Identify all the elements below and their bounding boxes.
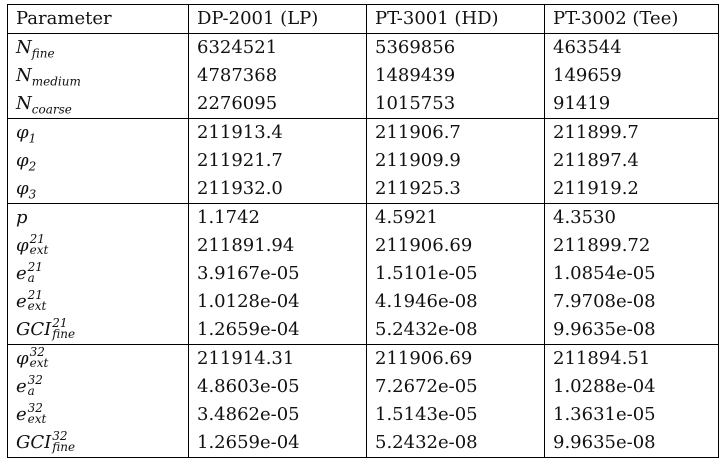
dp-2001-value: 1.0128e-04 <box>189 288 367 316</box>
table-row <box>8 204 719 233</box>
symbol-subscript: ext <box>29 356 49 370</box>
pt-3002-value: 91419 <box>545 90 719 119</box>
symbol-scripts <box>28 403 47 425</box>
parameter-symbol <box>16 316 76 341</box>
pt-3001-value: 211925.3 <box>367 175 545 204</box>
parameter-cell <box>8 260 189 288</box>
symbol-subscript: coarse <box>31 102 72 117</box>
dp-2001-value: 1.1742 <box>189 204 367 233</box>
symbol-subscript: 3 <box>28 187 37 202</box>
symbol-subscript: fine <box>52 440 76 454</box>
symbol-base: φ <box>16 150 29 171</box>
symbol-scripts <box>30 347 49 369</box>
pt-3001-value: 211909.9 <box>367 147 545 175</box>
parameter-symbol <box>16 288 47 313</box>
symbol-base: e <box>16 263 27 284</box>
pt-3001-value: 1015753 <box>367 90 545 119</box>
symbol-subscript: ext <box>29 243 49 257</box>
parameter-cell <box>8 62 189 90</box>
pt-3002-value: 211897.4 <box>545 147 719 175</box>
dp-2001-value: 3.9167e-05 <box>189 260 367 288</box>
parameter-symbol <box>16 150 37 174</box>
symbol-subscript: ext <box>27 299 47 313</box>
parameter-cell <box>8 119 189 148</box>
symbol-base: GCI <box>16 319 52 340</box>
pt-3001-value: 1.5143e-05 <box>367 401 545 429</box>
pt-3001-value: 5369856 <box>367 34 545 63</box>
symbol-scripts <box>28 290 47 312</box>
pt-3001-value: 211906.7 <box>367 119 545 148</box>
symbol-scripts <box>28 262 43 284</box>
table-row <box>8 232 719 260</box>
symbol-subscript: a <box>27 384 35 398</box>
table-row <box>8 260 719 288</box>
parameter-cell <box>8 175 189 204</box>
symbol-subscript: ext <box>27 412 47 426</box>
dp-2001-value: 4.8603e-05 <box>189 373 367 401</box>
table-row <box>8 401 719 429</box>
parameter-cell <box>8 288 189 316</box>
pt-3002-value: 211899.72 <box>545 232 719 260</box>
pt-3001-value: 1.5101e-05 <box>367 260 545 288</box>
pt-3001-value: 4.1946e-08 <box>367 288 545 316</box>
dp-2001-value: 3.4862e-05 <box>189 401 367 429</box>
symbol-base: N <box>16 37 32 58</box>
symbol-scripts <box>30 234 49 256</box>
pt-3001-value: 1489439 <box>367 62 545 90</box>
symbol-base: φ <box>16 122 29 143</box>
symbol-base: φ <box>16 235 29 256</box>
table-row <box>8 345 719 374</box>
table-row <box>8 34 719 63</box>
pt-3002-value: 211919.2 <box>545 175 719 204</box>
header-pt-3001: PT-3001 (HD) <box>367 5 545 34</box>
pt-3002-value: 211894.51 <box>545 345 719 374</box>
dp-2001-value: 211932.0 <box>189 175 367 204</box>
pt-3002-value: 149659 <box>545 62 719 90</box>
gci-results-table <box>7 4 719 458</box>
pt-3002-value: 7.9708e-08 <box>545 288 719 316</box>
pt-3002-value: 1.0854e-05 <box>545 260 719 288</box>
dp-2001-value: 211913.4 <box>189 119 367 148</box>
parameter-symbol <box>16 232 49 257</box>
parameter-symbol <box>16 93 72 117</box>
symbol-base: p <box>16 207 28 228</box>
parameter-cell <box>8 34 189 63</box>
pt-3002-value: 9.9635e-08 <box>545 316 719 345</box>
parameter-symbol <box>16 260 43 285</box>
table-row <box>8 90 719 119</box>
dp-2001-value: 4787368 <box>189 62 367 90</box>
pt-3002-value: 1.3631e-05 <box>545 401 719 429</box>
table-row <box>8 62 719 90</box>
symbol-subscript: a <box>27 271 35 285</box>
table-row <box>8 288 719 316</box>
table-header <box>8 5 719 34</box>
parameter-cell <box>8 316 189 345</box>
dp-2001-value: 1.2659e-04 <box>189 429 367 458</box>
dp-2001-value: 211914.31 <box>189 345 367 374</box>
pt-3002-value: 4.3530 <box>545 204 719 233</box>
pt-3001-value: 211906.69 <box>367 345 545 374</box>
parameter-cell <box>8 429 189 458</box>
parameter-cell <box>8 345 189 374</box>
symbol-subscript: fine <box>52 327 76 341</box>
header-parameter: Parameter <box>8 5 189 34</box>
symbol-base: N <box>16 93 32 114</box>
symbol-superscript: 21 <box>52 316 68 330</box>
symbol-base: φ <box>16 178 29 199</box>
symbol-superscript: 32 <box>27 373 43 387</box>
pt-3002-value: 9.9635e-08 <box>545 429 719 458</box>
parameter-symbol <box>16 37 55 61</box>
symbol-base: N <box>16 65 32 86</box>
parameter-symbol <box>16 429 76 454</box>
parameter-symbol <box>16 401 47 426</box>
parameter-cell <box>8 232 189 260</box>
parameter-cell <box>8 401 189 429</box>
header-dp-2001: DP-2001 (LP) <box>189 5 367 34</box>
symbol-base: e <box>16 376 27 397</box>
table-row <box>8 119 719 148</box>
symbol-superscript: 21 <box>29 232 45 246</box>
table-row <box>8 147 719 175</box>
table-body <box>8 34 719 458</box>
pt-3002-value: 211899.7 <box>545 119 719 148</box>
parameter-cell <box>8 373 189 401</box>
dp-2001-value: 211921.7 <box>189 147 367 175</box>
symbol-superscript: 32 <box>52 429 68 443</box>
symbol-base: φ <box>16 348 29 369</box>
symbol-superscript: 32 <box>27 401 43 415</box>
parameter-cell <box>8 204 189 233</box>
parameter-symbol <box>16 345 49 370</box>
parameter-symbol <box>16 178 37 202</box>
symbol-subscript: 2 <box>28 159 37 174</box>
dp-2001-value: 2276095 <box>189 90 367 119</box>
symbol-scripts <box>52 318 75 340</box>
parameter-symbol <box>16 122 37 146</box>
pt-3001-value: 4.5921 <box>367 204 545 233</box>
parameter-symbol <box>16 65 81 89</box>
dp-2001-value: 211891.94 <box>189 232 367 260</box>
symbol-base: e <box>16 291 27 312</box>
table-row <box>8 175 719 204</box>
table-row <box>8 373 719 401</box>
header-pt-3002: PT-3002 (Tee) <box>545 5 719 34</box>
pt-3001-value: 7.2672e-05 <box>367 373 545 401</box>
symbol-scripts <box>52 431 75 453</box>
symbol-base: GCI <box>16 432 52 453</box>
symbol-subscript: medium <box>31 74 81 89</box>
parameter-cell <box>8 90 189 119</box>
dp-2001-value: 1.2659e-04 <box>189 316 367 345</box>
pt-3002-value: 1.0288e-04 <box>545 373 719 401</box>
parameter-cell <box>8 147 189 175</box>
symbol-base: e <box>16 404 27 425</box>
pt-3001-value: 5.2432e-08 <box>367 429 545 458</box>
parameter-symbol <box>16 373 43 398</box>
symbol-superscript: 21 <box>27 288 43 302</box>
symbol-scripts <box>28 375 43 397</box>
dp-2001-value: 6324521 <box>189 34 367 63</box>
pt-3001-value: 211906.69 <box>367 232 545 260</box>
symbol-superscript: 32 <box>29 345 45 359</box>
pt-3002-value: 463544 <box>545 34 719 63</box>
symbol-superscript: 21 <box>27 260 43 274</box>
symbol-subscript: 1 <box>28 131 37 146</box>
table-row <box>8 429 719 458</box>
header-row <box>8 5 719 34</box>
pt-3001-value: 5.2432e-08 <box>367 316 545 345</box>
table-row <box>8 316 719 345</box>
parameter-symbol <box>16 207 28 228</box>
symbol-subscript: fine <box>31 46 55 61</box>
